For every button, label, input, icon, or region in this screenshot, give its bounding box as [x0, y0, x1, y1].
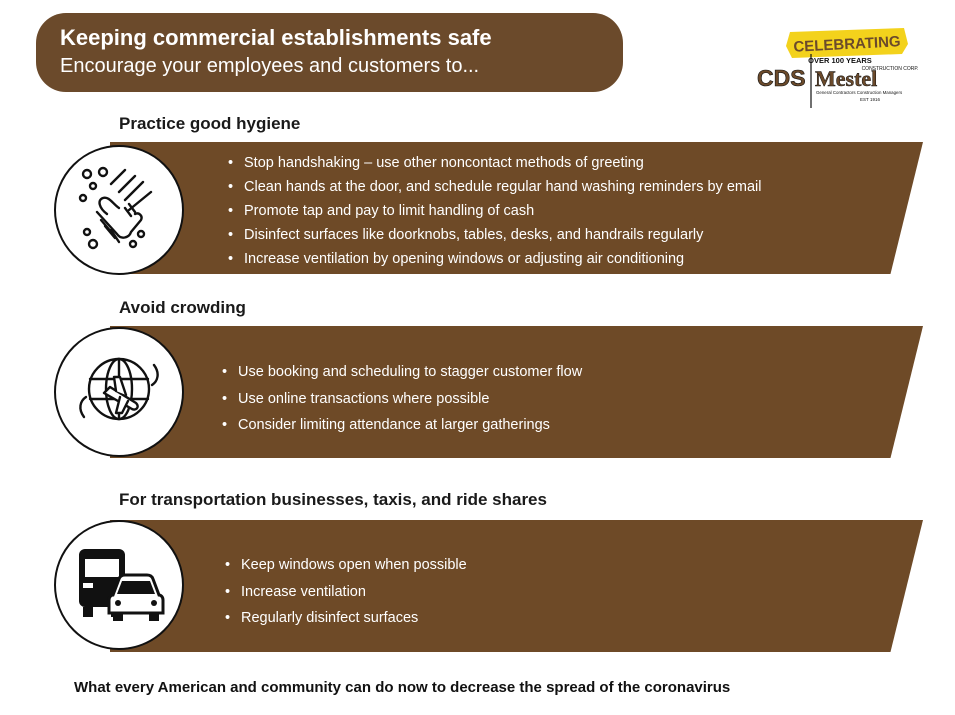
header-banner — [36, 13, 623, 92]
list-item: • Clean hands at the door, and schedule regular hand washing reminders by email — [228, 175, 762, 199]
logo-brand-right: Mestel — [815, 66, 878, 91]
list-item: • Promote tap and pay to limit handling of cash — [228, 199, 762, 223]
list-item: • Use booking and scheduling to stagger customer flow — [222, 359, 582, 386]
page-title: Keeping commercial establishments safe — [60, 25, 492, 50]
section-heading-crowding: Avoid crowding — [119, 298, 246, 317]
list-item: • Use online transactions where possible — [222, 386, 582, 413]
logo-sub-text: CONSTRUCTION CORP. — [861, 66, 919, 72]
list-item: • Increase ventilation by opening windows or adjusting air conditioning — [228, 247, 762, 271]
logo-brand-left: CDS — [757, 65, 806, 91]
crowding-icon-circle — [54, 327, 184, 457]
hand-washing-icon — [73, 164, 165, 256]
footer-text: What every American and community can do now to decrease the spread of the coronavirus — [74, 679, 731, 696]
page-subtitle: Encourage your employees and customers to... — [60, 55, 480, 77]
list-item: • Keep windows open when possible — [225, 552, 467, 579]
hygiene-bullet-list — [228, 151, 762, 271]
logo-banner-text: CELEBRATING — [793, 33, 902, 56]
list-item: • Increase ventilation — [225, 579, 467, 606]
list-item: • Consider limiting attendance at larger gatherings — [222, 412, 582, 439]
transportation-bullet-list — [225, 552, 467, 632]
transportation-icon-circle — [54, 520, 184, 650]
cds-mestel-logo — [752, 24, 927, 110]
crowding-bullet-list — [222, 359, 582, 439]
logo-tagline: General Contractors Construction Managers — [816, 90, 903, 95]
section-heading-transportation: For transportation businesses, taxis, and ride shares — [119, 490, 547, 509]
bus-car-icon — [73, 539, 165, 631]
globe-airplane-icon — [74, 347, 164, 437]
hygiene-icon-circle — [54, 145, 184, 275]
logo-years-text: OVER 100 YEARS — [808, 56, 872, 65]
list-item: • Stop handshaking – use other noncontact methods of greeting — [228, 151, 762, 175]
list-item: • Disinfect surfaces like doorknobs, tables, desks, and handrails regularly — [228, 223, 762, 247]
logo-est: EST 1916 — [860, 97, 880, 102]
list-item: • Regularly disinfect surfaces — [225, 605, 467, 632]
section-heading-hygiene: Practice good hygiene — [119, 114, 301, 133]
